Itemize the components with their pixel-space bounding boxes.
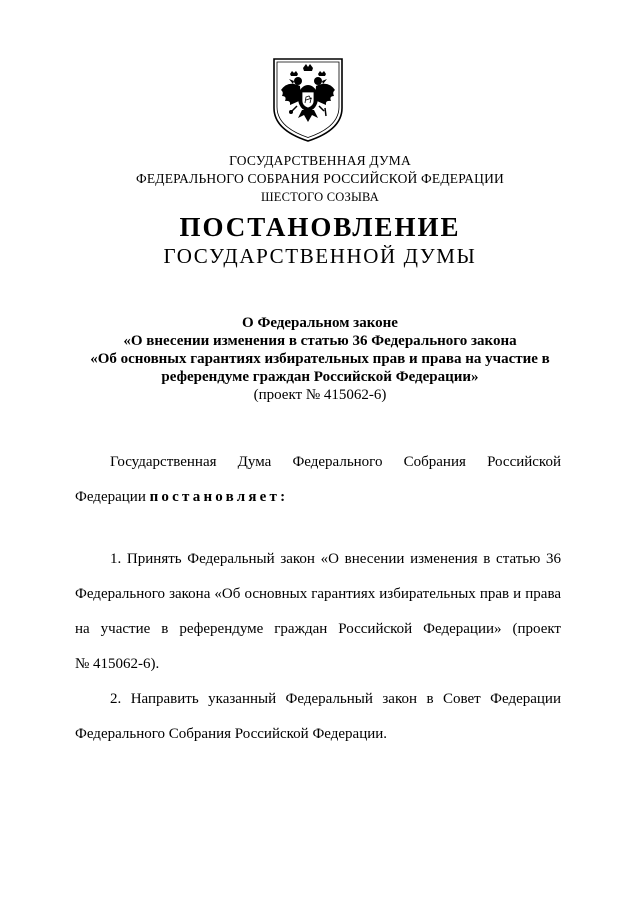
preamble-line-2 (75, 480, 561, 515)
item-1-line-1: 1. Принять Федеральный закон «О внесении изменения в статью 36 (110, 551, 561, 567)
draft-number: (проект № 415062-6) (253, 387, 387, 403)
resolution-item-1 (75, 542, 561, 682)
item-2-line-1: 2. Направить указанный Федеральный закон в Совет Федерации (110, 691, 561, 707)
title-line-3: «Об основных гарантиях избирательных прав и права на участие в (90, 351, 550, 367)
document-subtype-heading: ГОСУДАРСТВЕННОЙ ДУМЫ (163, 244, 477, 268)
org-name-line: ГОСУДАРСТВЕННАЯ ДУМА (229, 153, 411, 168)
org-parent-line: ФЕДЕРАЛЬНОГО СОБРАНИЯ РОССИЙСКОЙ ФЕДЕРАЦИИ (136, 171, 504, 186)
preamble-subject: Федерации (75, 489, 146, 505)
item-2-line-2: Федерального Собрания Российской Федерации. (75, 726, 388, 742)
preamble-action: постановляет: (149, 489, 289, 505)
coat-of-arms-icon (270, 56, 346, 144)
title-line-1: О Федеральном законе (242, 315, 398, 331)
preamble-paragraph (75, 445, 561, 515)
preamble-line-1: Государственная Дума Федерального Собрания Российской (110, 454, 561, 470)
document-type-heading: ПОСТАНОВЛЕНИЕ (179, 212, 461, 242)
title-line-2: «О внесении изменения в статью 36 Федерального закона (123, 333, 517, 349)
item-1-line-4: № 415062-6). (75, 656, 160, 672)
item-1-line-3: на участие в референдуме граждан Российской Федерации» (проект (75, 621, 561, 637)
item-1-line-2: Федерального закона «Об основных гарантиях избирательных прав и права (75, 586, 561, 602)
title-line-4: референдуме граждан Российской Федерации» (161, 369, 479, 385)
organization-header (0, 152, 640, 206)
resolution-title (0, 314, 640, 404)
resolution-item-2 (75, 682, 561, 752)
convocation-line: ШЕСТОГО СОЗЫВА (260, 190, 380, 204)
